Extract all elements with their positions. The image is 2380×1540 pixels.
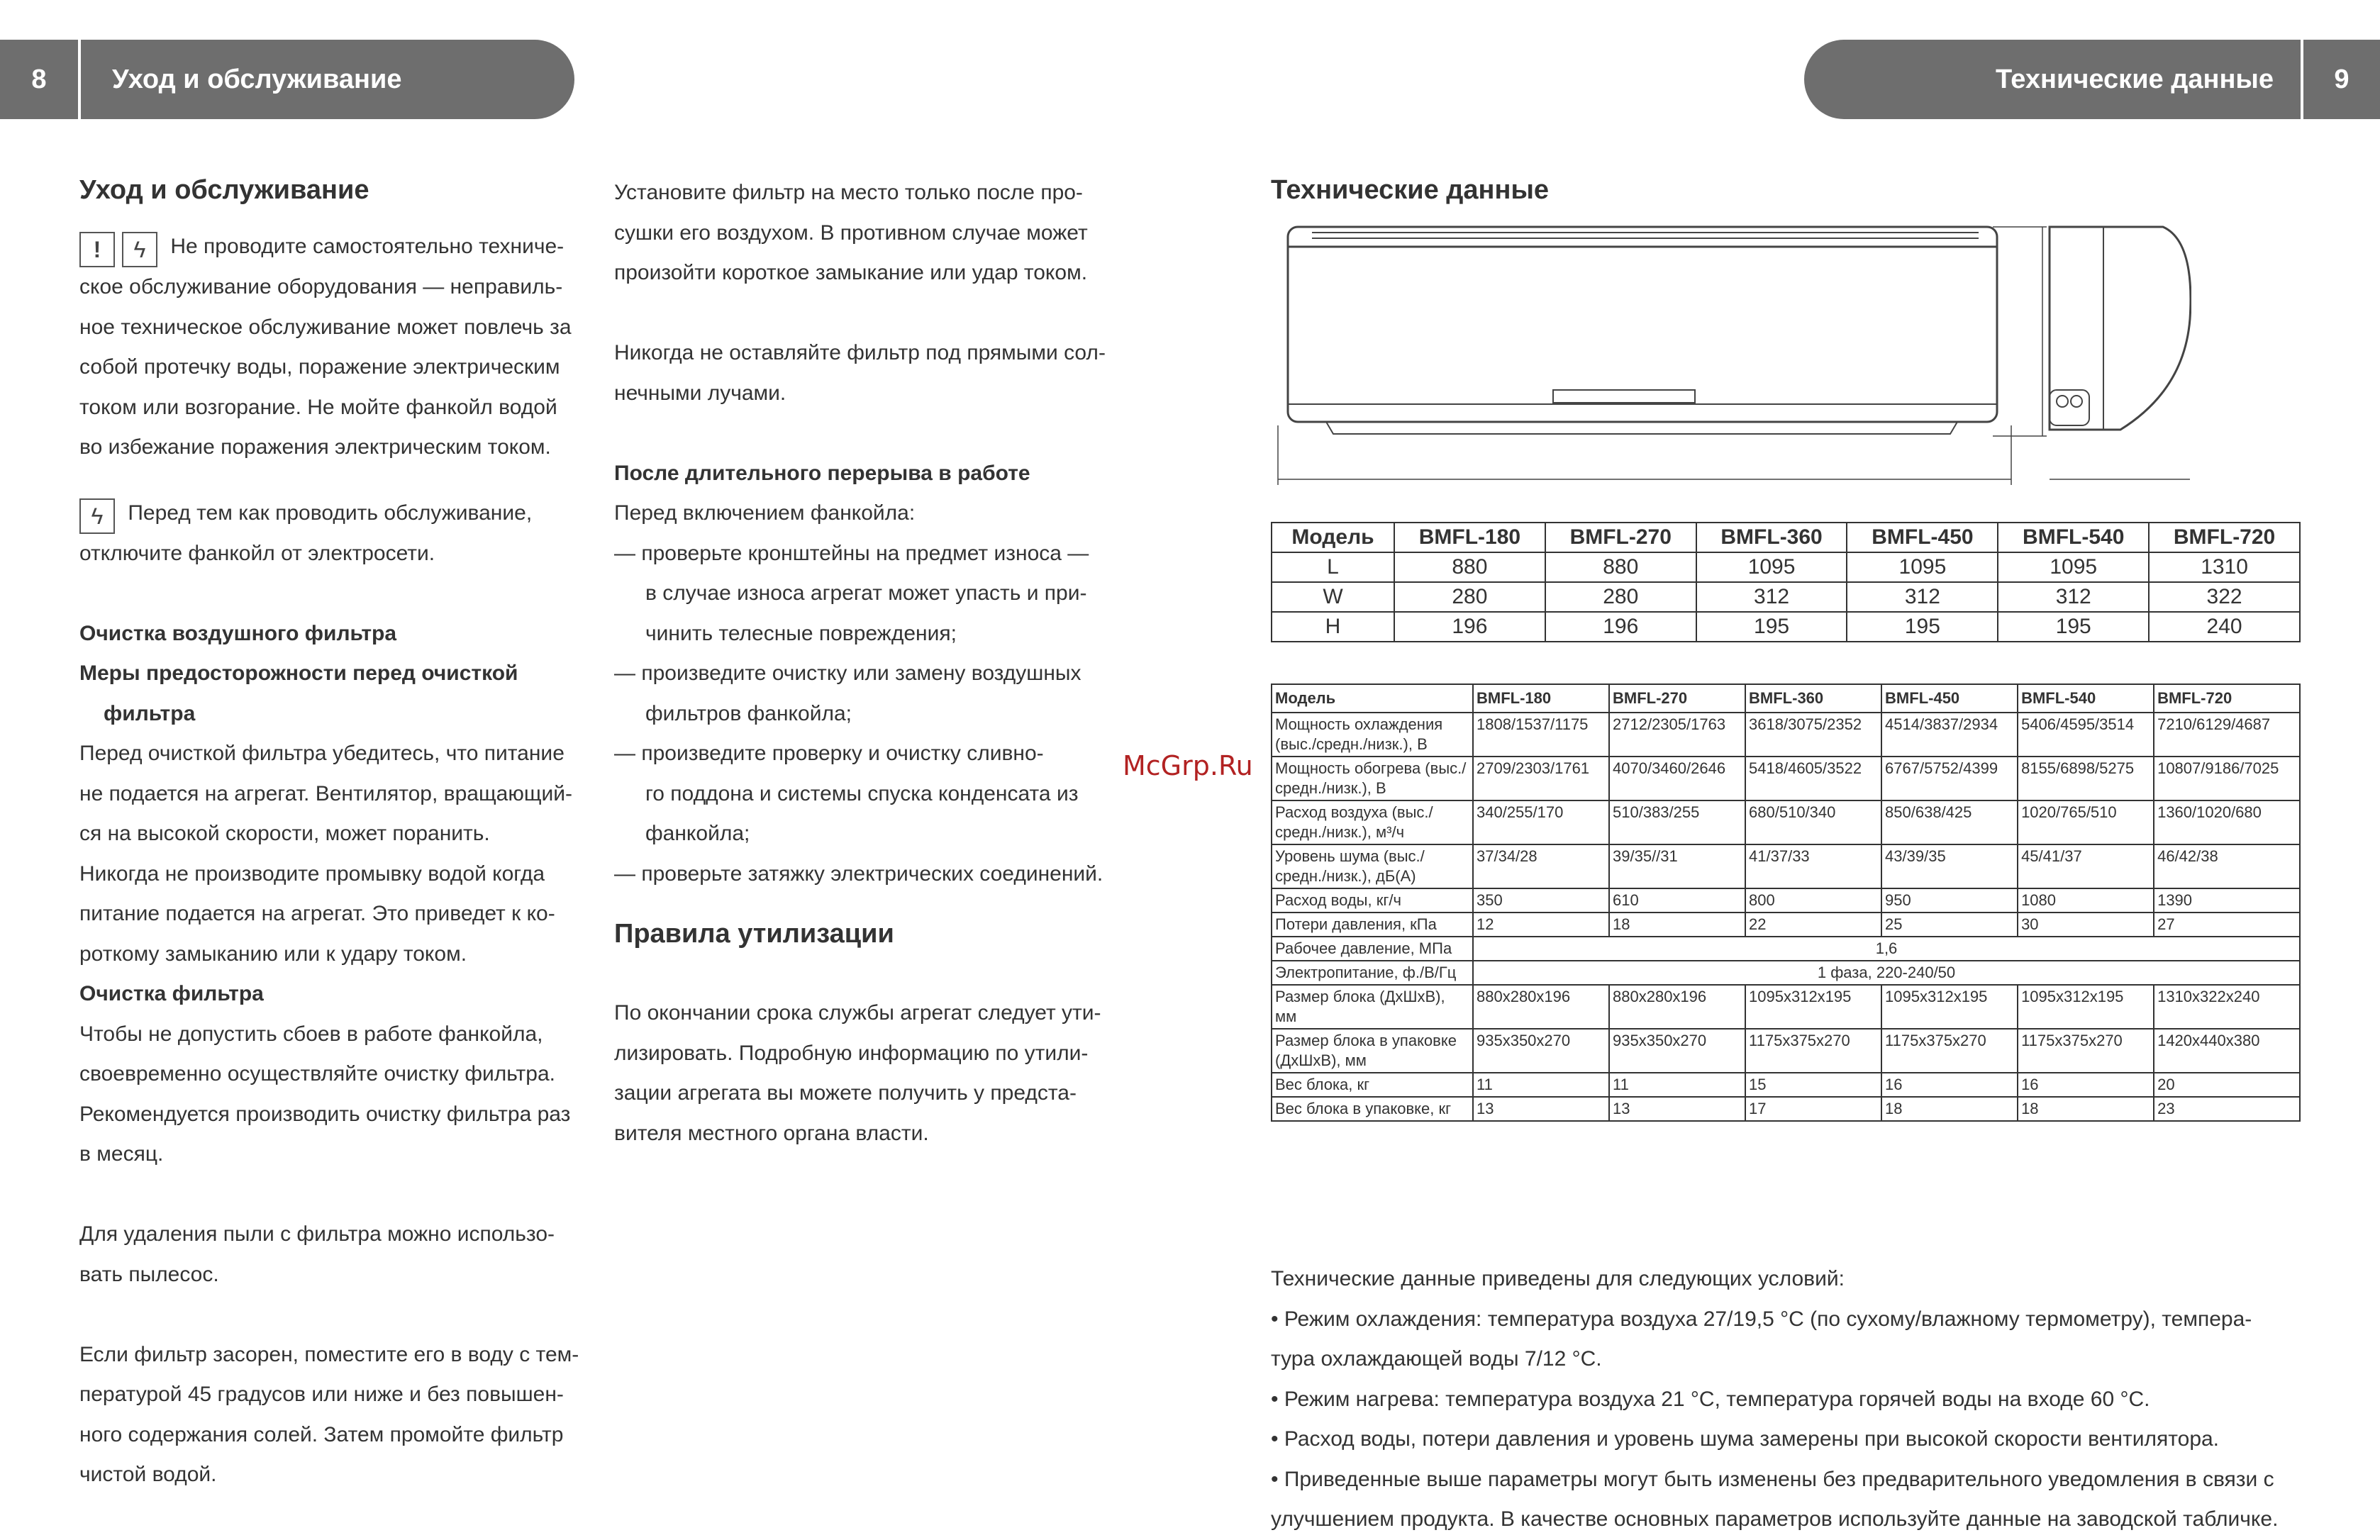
precautions-heading: Меры предосторожности перед очисткой фильтра bbox=[79, 662, 518, 725]
table-cell: 3618/3075/2352 bbox=[1745, 713, 1881, 757]
page-number-left: 8 bbox=[0, 40, 81, 119]
table-cell: 10807/9186/7025 bbox=[2154, 757, 2300, 800]
table-cell: 41/37/33 bbox=[1745, 844, 1881, 888]
table-row bbox=[1272, 913, 2300, 937]
table-cell: H bbox=[1272, 612, 1394, 642]
table-header-cell: BMFL-180 bbox=[1394, 523, 1545, 552]
after-break-heading: После длительного перерыва в работе bbox=[614, 461, 1030, 485]
table-row bbox=[1272, 888, 2300, 913]
table-cell: 1095x312x195 bbox=[1881, 985, 2018, 1029]
table-cell: 1390 bbox=[2154, 888, 2300, 913]
table-row bbox=[1272, 582, 2300, 612]
table-header-cell: Модель bbox=[1272, 684, 1473, 713]
table-cell: 1310x322x240 bbox=[2154, 985, 2300, 1029]
table-cell: Расход воды, кг/ч bbox=[1272, 888, 1473, 913]
table-row bbox=[1272, 961, 2300, 985]
air-filter-heading: Очистка воздушного фильтра bbox=[79, 621, 397, 645]
table-cell: 322 bbox=[2149, 582, 2300, 612]
table-header-cell: BMFL-360 bbox=[1745, 684, 1881, 713]
table-cell: 20 bbox=[2154, 1073, 2300, 1097]
table-header-row bbox=[1272, 684, 2300, 713]
table-header-row bbox=[1272, 523, 2300, 552]
clog-text: Если фильтр засорен, поместите его в воду с тем- пературой 45 градусов или ниже и без повышен- ного содержания солей. Затем промойте фильтр чистой водой. bbox=[79, 1342, 579, 1486]
table-cell: 1020/765/510 bbox=[2018, 800, 2154, 844]
note-item: • Режим нагрева: температура воздуха 21 °С, температура горячей воды на входе 60 °С. bbox=[1271, 1387, 2150, 1411]
table-cell: Мощность обогрева (выс./средн./низк.), В bbox=[1272, 757, 1473, 800]
table-cell: 11 bbox=[1473, 1073, 1609, 1097]
unit-dimension-drawing bbox=[1269, 213, 2191, 496]
table-row bbox=[1272, 1029, 2300, 1073]
section-title-left: Уход и обслуживание bbox=[112, 65, 402, 94]
specifications-table bbox=[1271, 683, 2301, 1122]
power-off-paragraph: ϟ Перед тем как проводить обслуживание, отключите фанкойл от электросети. bbox=[79, 493, 583, 574]
table-row bbox=[1272, 937, 2300, 961]
page-header-left bbox=[0, 40, 574, 119]
table-cell: 196 bbox=[1394, 612, 1545, 642]
column-care bbox=[79, 170, 583, 1495]
table-cell: 880 bbox=[1394, 552, 1545, 582]
note-item: • Режим охлаждения: температура воздуха 27/19,5 °С (по сухому/влажному термометру), темпера- тура охлаждающей воды 7/12 °С. bbox=[1271, 1307, 2252, 1371]
warning-icon: ! bbox=[79, 232, 115, 267]
disposal-text: По окончании срока службы агрегат следует ути- лизировать. Подробную информацию по утили- зации агрегата вы можете получить у предста- вителя местного органа власти. bbox=[614, 1001, 1101, 1145]
table-cell: 12 bbox=[1473, 913, 1609, 937]
table-header-cell: BMFL-450 bbox=[1881, 684, 2018, 713]
table-cell: Рабочее давление, МПа bbox=[1272, 937, 1473, 961]
table-cell: 6767/5752/4399 bbox=[1881, 757, 2018, 800]
before-on-text: Перед включением фанкойла: bbox=[614, 501, 916, 525]
conditions-notes bbox=[1271, 1259, 2306, 1540]
table-header-cell: BMFL-720 bbox=[2149, 523, 2300, 552]
table-header-cell: BMFL-360 bbox=[1696, 523, 1847, 552]
table-cell: 280 bbox=[1545, 582, 1696, 612]
table-cell: 935x350x270 bbox=[1473, 1029, 1609, 1073]
page-header-right bbox=[1804, 40, 2380, 119]
table-cell: 17 bbox=[1745, 1097, 1881, 1121]
table-cell: 880x280x196 bbox=[1473, 985, 1609, 1029]
table-cell: 340/255/170 bbox=[1473, 800, 1609, 844]
electric-hazard-icon: ϟ bbox=[79, 498, 115, 534]
table-cell: 1095x312x195 bbox=[2018, 985, 2154, 1029]
dust-text: Для удаления пыли с фильтра можно использо- вать пылесос. bbox=[79, 1222, 555, 1286]
care-heading: Уход и обслуживание bbox=[79, 175, 369, 205]
table-cell: 680/510/340 bbox=[1745, 800, 1881, 844]
table-cell: 11 bbox=[1609, 1073, 1745, 1097]
table-header-cell: BMFL-540 bbox=[1998, 523, 2149, 552]
table-cell: 4514/3837/2934 bbox=[1881, 713, 2018, 757]
note-item: • Приведенные выше параметры могут быть изменены без предварительного уведомления в связи с улучшением продукта. В качестве основных параметров используйте данные на заводской табличке. bbox=[1271, 1467, 2279, 1531]
sun-text: Никогда не оставляйте фильтр под прямыми сол- нечными лучами. bbox=[614, 341, 1106, 405]
table-header-cell: BMFL-270 bbox=[1545, 523, 1696, 552]
table-cell: 15 bbox=[1745, 1073, 1881, 1097]
warning-paragraph: ! ϟ Не проводите самостоятельно техниче- ское обслуживание оборудования — неправиль- ное техническое обслуживание может повлечь за собой протечку воды, поражение электрическим током или возгорание. Не мойте фанкойл водой во избежание поражения электрическим током. bbox=[79, 227, 583, 468]
table-cell: 800 bbox=[1745, 888, 1881, 913]
table-cell: 196 bbox=[1545, 612, 1696, 642]
table-cell: 18 bbox=[1881, 1097, 2018, 1121]
table-cell: W bbox=[1272, 582, 1394, 612]
table-cell: 1 фаза, 220-240/50 bbox=[1473, 961, 2300, 985]
electric-hazard-icon: ϟ bbox=[122, 232, 157, 267]
dimensions-table bbox=[1271, 522, 2301, 642]
table-row bbox=[1272, 1097, 2300, 1121]
check-item: — проверьте кронштейны на предмет износа — в случае износа агрегат может упасть и при- чинить телесные повреждения; bbox=[614, 541, 1089, 645]
unit-side-view bbox=[2050, 227, 2191, 479]
table-cell: 8155/6898/5275 bbox=[2018, 757, 2154, 800]
table-cell: Вес блока, кг bbox=[1272, 1073, 1473, 1097]
table-cell: 1080 bbox=[2018, 888, 2154, 913]
table-cell: 1095 bbox=[1696, 552, 1847, 582]
tech-heading: Технические данные bbox=[1271, 175, 1550, 205]
table-row bbox=[1272, 1073, 2300, 1097]
table-cell: 1808/1537/1175 bbox=[1473, 713, 1609, 757]
page-number-right: 9 bbox=[2301, 40, 2380, 119]
table-row bbox=[1272, 985, 2300, 1029]
table-cell: 312 bbox=[1696, 582, 1847, 612]
table-cell: 13 bbox=[1473, 1097, 1609, 1121]
table-cell: 23 bbox=[2154, 1097, 2300, 1121]
table-cell: 25 bbox=[1881, 913, 2018, 937]
table-cell: 39/35//31 bbox=[1609, 844, 1745, 888]
table-cell: 510/383/255 bbox=[1609, 800, 1745, 844]
watermark: McGrp.Ru bbox=[1123, 750, 1253, 781]
table-cell: 22 bbox=[1745, 913, 1881, 937]
table-cell: 195 bbox=[1696, 612, 1847, 642]
table-row bbox=[1272, 844, 2300, 888]
table-cell: 1360/1020/680 bbox=[2154, 800, 2300, 844]
table-cell: 195 bbox=[1847, 612, 1998, 642]
table-cell: Вес блока в упаковке, кг bbox=[1272, 1097, 1473, 1121]
disposal-heading: Правила утилизации bbox=[614, 919, 894, 949]
table-row bbox=[1272, 800, 2300, 844]
table-cell: 27 bbox=[2154, 913, 2300, 937]
table-cell: Размер блока (ДхШхВ), мм bbox=[1272, 985, 1473, 1029]
table-cell: 18 bbox=[1609, 913, 1745, 937]
table-cell: 1310 bbox=[2149, 552, 2300, 582]
table-header-cell: Модель bbox=[1272, 523, 1394, 552]
table-cell: 880x280x196 bbox=[1609, 985, 1745, 1029]
table-cell: 950 bbox=[1881, 888, 2018, 913]
table-cell: Расход воздуха (выс./средн./низк.), м³/ч bbox=[1272, 800, 1473, 844]
table-cell: Размер блока в упаковке (ДхШхВ), мм bbox=[1272, 1029, 1473, 1073]
table-cell: 880 bbox=[1545, 552, 1696, 582]
table-cell: 850/638/425 bbox=[1881, 800, 2018, 844]
table-row bbox=[1272, 757, 2300, 800]
table-cell: Потери давления, кПа bbox=[1272, 913, 1473, 937]
table-cell: 610 bbox=[1609, 888, 1745, 913]
table-cell: 1175x375x270 bbox=[2018, 1029, 2154, 1073]
section-title-right: Технические данные bbox=[1995, 65, 2274, 94]
table-cell: 1,6 bbox=[1473, 937, 2300, 961]
table-cell: 1175x375x270 bbox=[1745, 1029, 1881, 1073]
notes-intro: Технические данные приведены для следующих условий: bbox=[1271, 1267, 1845, 1290]
table-cell: 280 bbox=[1394, 582, 1545, 612]
table-header-cell: BMFL-450 bbox=[1847, 523, 1998, 552]
table-row bbox=[1272, 552, 2300, 582]
table-cell: 935x350x270 bbox=[1609, 1029, 1745, 1073]
table-cell: 312 bbox=[1998, 582, 2149, 612]
table-cell: 1095 bbox=[1998, 552, 2149, 582]
precautions-text: Перед очисткой фильтра убедитесь, что питание не подается на агрегат. Вентилятор, вращающий- ся на высокой скорости, может поранить. Никогда не производите промывку водой когда питание подается на агрегат. Это приведет к ко- роткому замыканию или к удару током. bbox=[79, 742, 573, 966]
table-header-cell: BMFL-270 bbox=[1609, 684, 1745, 713]
check-item: — проверьте затяжку электрических соединений. bbox=[614, 861, 1103, 886]
table-row bbox=[1272, 713, 2300, 757]
table-cell: Электропитание, ф./В/Гц bbox=[1272, 961, 1473, 985]
table-header-cell: BMFL-720 bbox=[2154, 684, 2300, 713]
note-item: • Расход воды, потери давления и уровень шума замерены при высокой скорости вентилятора. bbox=[1271, 1427, 2220, 1451]
table-cell: 195 bbox=[1998, 612, 2149, 642]
table-cell: 18 bbox=[2018, 1097, 2154, 1121]
table-cell: 16 bbox=[1881, 1073, 2018, 1097]
table-cell: 7210/6129/4687 bbox=[2154, 713, 2300, 757]
filter-cleaning-text: Чтобы не допустить сбоев в работе фанкойла, своевременно осуществляйте очистку фильтра. Рекомендуется производить очистку фильтра раз в месяц. bbox=[79, 1022, 571, 1166]
table-cell: Уровень шума (выс./средн./низк.), дБ(А) bbox=[1272, 844, 1473, 888]
table-cell: 30 bbox=[2018, 913, 2154, 937]
table-cell: 240 bbox=[2149, 612, 2300, 642]
table-row bbox=[1272, 612, 2300, 642]
table-cell: 13 bbox=[1609, 1097, 1745, 1121]
tech-heading-wrap bbox=[1271, 170, 1549, 210]
table-cell: 37/34/28 bbox=[1473, 844, 1609, 888]
column-care-continued bbox=[614, 173, 1111, 1154]
table-cell: 4070/3460/2646 bbox=[1609, 757, 1745, 800]
table-cell: 312 bbox=[1847, 582, 1998, 612]
table-cell: 5406/4595/3514 bbox=[2018, 713, 2154, 757]
check-item: — произведите очистку или замену воздушных фильтров фанкойла; bbox=[614, 662, 1081, 725]
table-cell: 46/42/38 bbox=[2154, 844, 2300, 888]
unit-front-view bbox=[1278, 227, 2047, 485]
table-cell: Мощность охлаждения (выс./средн./низк.), В bbox=[1272, 713, 1473, 757]
table-header-cell: BMFL-540 bbox=[2018, 684, 2154, 713]
table-cell: 1175x375x270 bbox=[1881, 1029, 2018, 1073]
table-cell: 5418/4605/3522 bbox=[1745, 757, 1881, 800]
table-cell: 2712/2305/1763 bbox=[1609, 713, 1745, 757]
table-cell: 43/39/35 bbox=[1881, 844, 2018, 888]
table-header-cell: BMFL-180 bbox=[1473, 684, 1609, 713]
filter-cleaning-heading: Очистка фильтра bbox=[79, 982, 264, 1005]
table-cell: 1095x312x195 bbox=[1745, 985, 1881, 1029]
table-cell: 2709/2303/1761 bbox=[1473, 757, 1609, 800]
table-cell: 1095 bbox=[1847, 552, 1998, 582]
table-cell: 45/41/37 bbox=[2018, 844, 2154, 888]
table-cell: L bbox=[1272, 552, 1394, 582]
table-cell: 16 bbox=[2018, 1073, 2154, 1097]
table-cell: 350 bbox=[1473, 888, 1609, 913]
table-cell: 1420x440x380 bbox=[2154, 1029, 2300, 1073]
check-item: — произведите проверку и очистку сливно- го поддона и системы спуска конденсата из фанкойла; bbox=[614, 742, 1079, 845]
install-text: Установите фильтр на место только после про- сушки его воздухом. В противном случае может произойти короткое замыкание или удар током. bbox=[614, 181, 1088, 284]
